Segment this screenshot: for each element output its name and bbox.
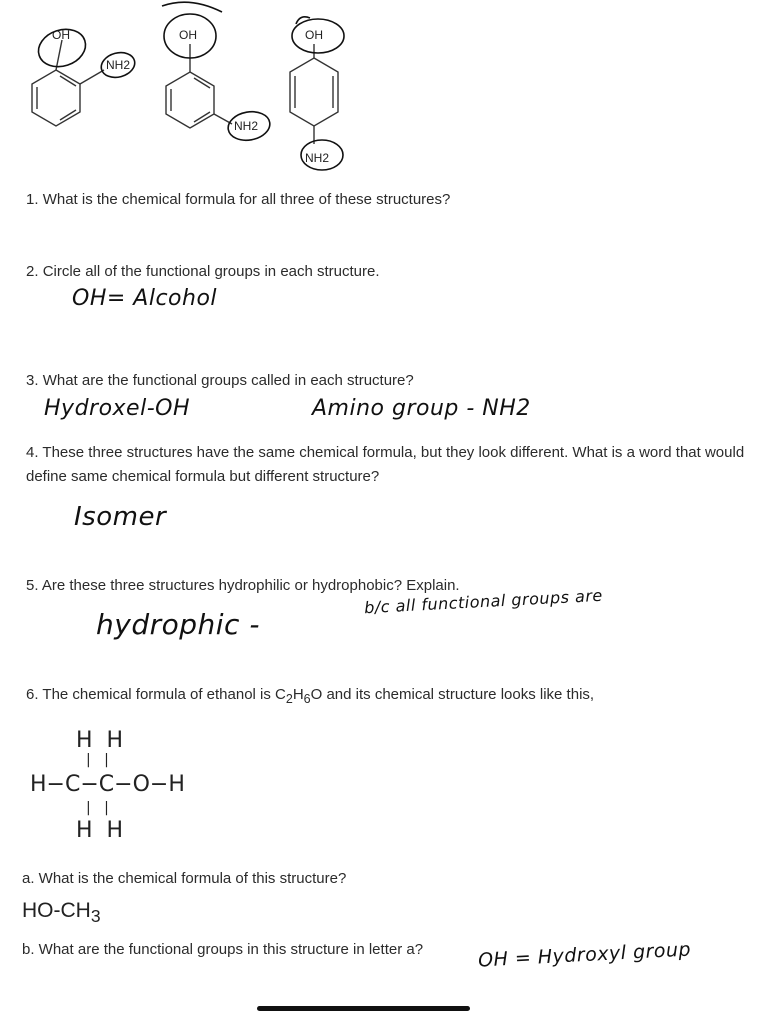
sub-question-a-answer bbox=[22, 899, 101, 927]
question-5-answer-b: b/c all functional groups are bbox=[363, 585, 604, 618]
question-1-number: 1. bbox=[26, 191, 39, 208]
ethanol-row-4: | | bbox=[86, 800, 109, 816]
question-1-text: What is the chemical formula for all three of these structures? bbox=[42, 191, 451, 208]
question-2-number: 2. bbox=[26, 263, 39, 280]
question-2 bbox=[26, 263, 380, 280]
question-3-text: What are the functional groups called in each structure? bbox=[42, 372, 414, 389]
structure-2-nh2-label: NH2 bbox=[234, 119, 259, 133]
question-6-text-mid: H bbox=[292, 686, 304, 703]
question-3-answer-b: Amino group - NH2 bbox=[312, 396, 531, 421]
sub-question-b-answer: OH = Hydroxyl group bbox=[477, 938, 692, 972]
question-3 bbox=[26, 372, 414, 389]
molecule-structures bbox=[0, 0, 781, 180]
ethanol-row-2: | | bbox=[86, 752, 109, 768]
structure-2-oh-label: OH bbox=[179, 28, 197, 42]
sub-question-a-answer-main: HO-CH bbox=[22, 899, 91, 922]
question-4-number: 4. bbox=[26, 444, 39, 461]
question-6-text-before: The chemical formula of ethanol is C bbox=[42, 686, 286, 703]
question-2-answer: OH= Alcohol bbox=[72, 286, 218, 311]
question-6 bbox=[26, 686, 594, 706]
ethanol-row-1: H H bbox=[76, 728, 124, 753]
question-6-number: 6. bbox=[26, 686, 39, 703]
ethanol-row-5: H H bbox=[76, 818, 124, 843]
structure-1-ring bbox=[32, 40, 104, 126]
question-3-number: 3. bbox=[26, 372, 39, 389]
question-5-answer-a: hydrophic - bbox=[96, 608, 260, 641]
question-2-text: Circle all of the functional groups in each structure. bbox=[42, 263, 380, 280]
question-1 bbox=[26, 191, 450, 208]
structure-3-nh2-label: NH2 bbox=[305, 151, 330, 165]
structure-1-nh2-label: NH2 bbox=[106, 58, 131, 72]
question-4-text: These three structures have the same chemical formula, but they look different. What is a word that would define same chemical formula but different structure? bbox=[26, 444, 745, 485]
structure-3-oh-label: OH bbox=[305, 28, 323, 42]
question-3-answer-a: Hydroxel-OH bbox=[44, 396, 190, 421]
question-6-sub-1: 2 bbox=[285, 692, 293, 706]
question-5 bbox=[26, 577, 460, 594]
sub-question-b: b. What are the functional groups in this structure in letter a? bbox=[22, 941, 424, 958]
structure-1-oh-label: OH bbox=[52, 28, 70, 42]
sub-question-a: a. What is the chemical formula of this structure? bbox=[22, 870, 347, 887]
sub-question-a-answer-sub: 3 bbox=[90, 906, 101, 927]
question-6-text-after: O and its chemical structure looks like this, bbox=[310, 686, 595, 703]
ethanol-row-3: H−C−C−O−H bbox=[30, 772, 185, 797]
question-4-answer: Isomer bbox=[74, 502, 167, 532]
question-6-sub-2: 6 bbox=[303, 692, 311, 706]
question-5-text: Are these three structures hydrophilic or hydrophobic? Explain. bbox=[41, 577, 460, 594]
question-5-number: 5. bbox=[26, 577, 39, 594]
question-4 bbox=[26, 441, 756, 489]
structure-3-ring bbox=[290, 44, 338, 144]
home-indicator[interactable] bbox=[257, 1006, 470, 1011]
